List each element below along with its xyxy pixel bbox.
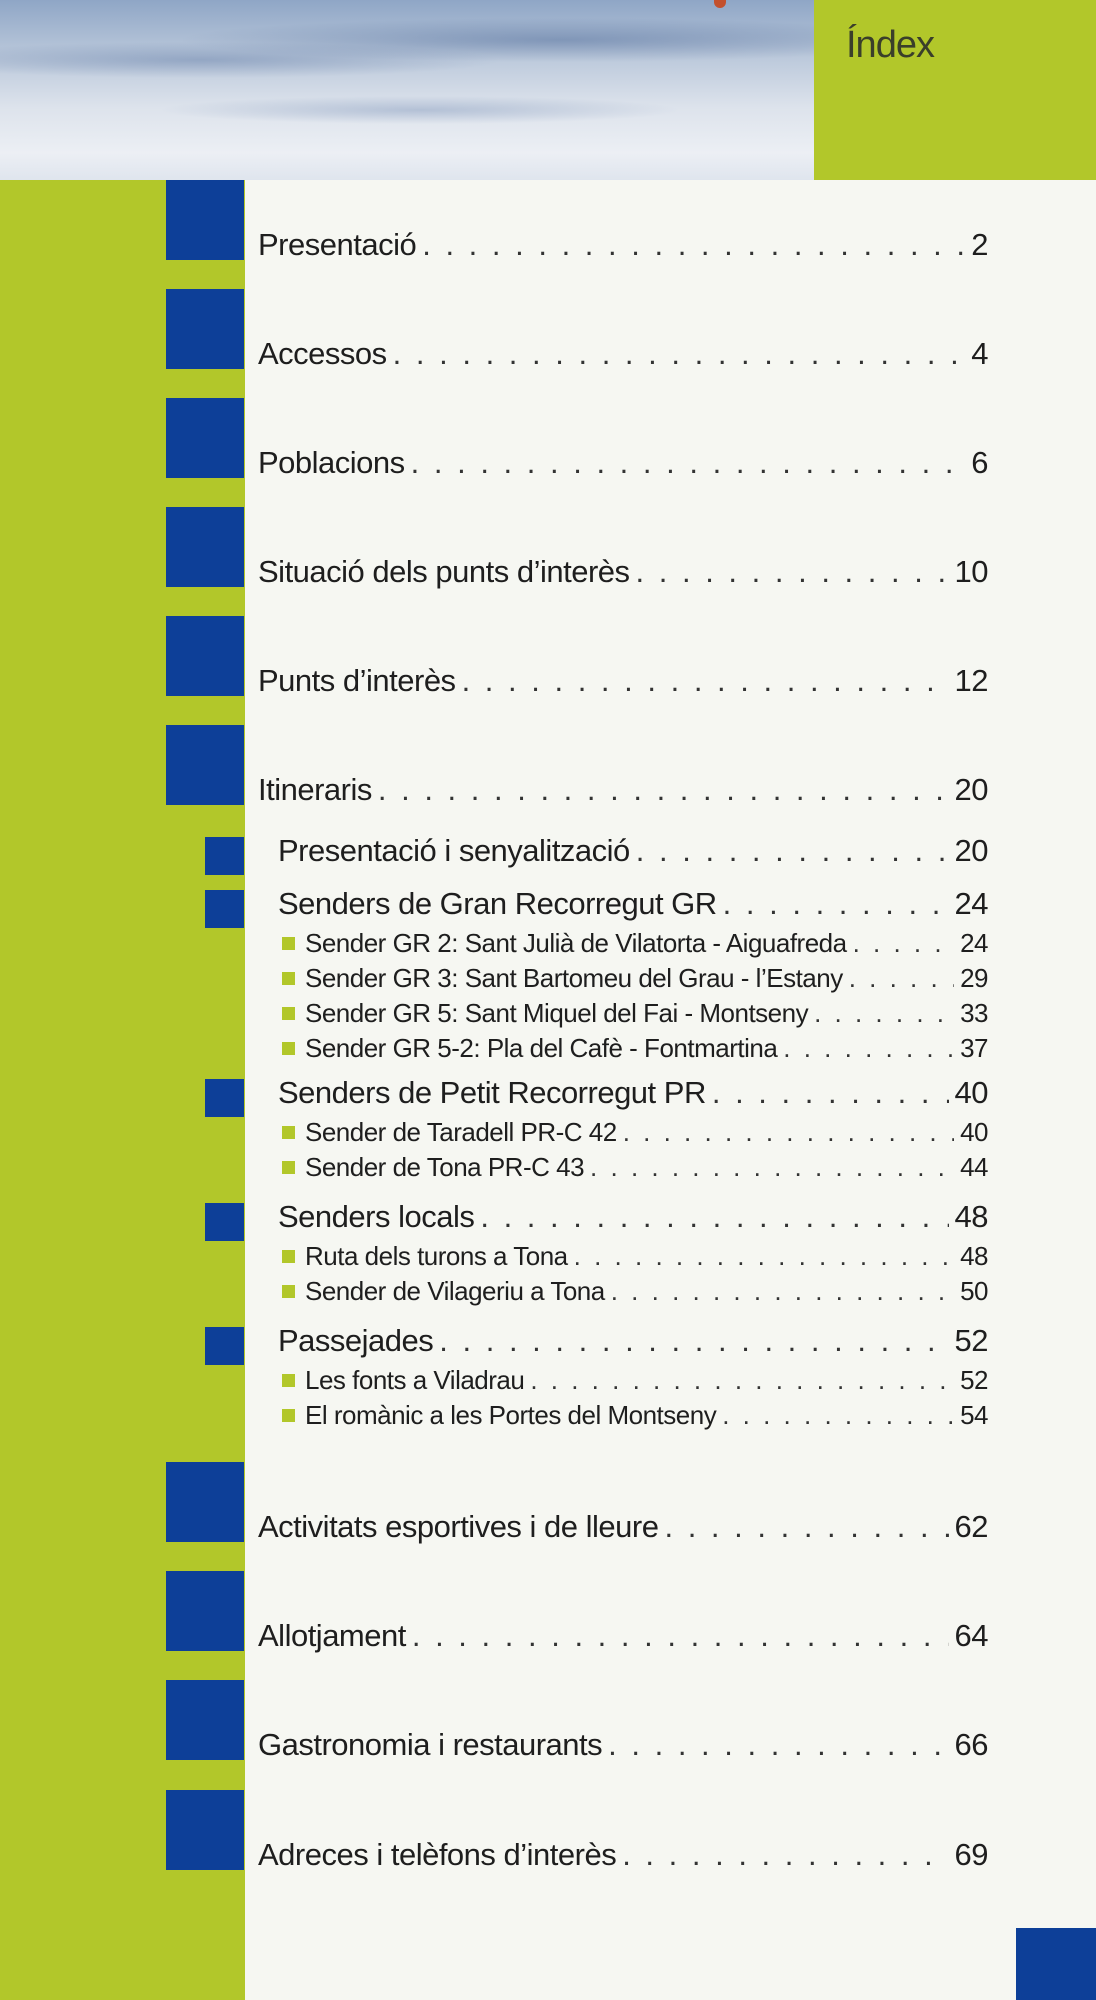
dot-leader bbox=[411, 445, 966, 481]
toc-entry-page: 52 bbox=[960, 1365, 988, 1395]
section-marker-block bbox=[166, 398, 244, 478]
bullet-square-icon bbox=[282, 1409, 295, 1422]
toc-entry[interactable] bbox=[282, 1400, 988, 1431]
dot-leader bbox=[611, 1276, 954, 1307]
dot-leader bbox=[590, 1152, 954, 1183]
toc-entry-label: Itineraris bbox=[258, 772, 372, 807]
toc-entry-label: Poblacions bbox=[258, 445, 405, 480]
dot-leader bbox=[814, 998, 954, 1029]
toc-entry-label: Presentació i senyalització bbox=[278, 833, 630, 868]
toc-entry[interactable] bbox=[258, 227, 988, 263]
toc-entry[interactable] bbox=[278, 1075, 988, 1111]
toc-entry-page: 29 bbox=[960, 963, 988, 993]
toc-entry-page: 44 bbox=[960, 1152, 988, 1182]
dot-leader bbox=[849, 963, 954, 994]
toc-entry-label: Activitats esportives i de lleure bbox=[258, 1509, 659, 1544]
toc-entry-page: 69 bbox=[954, 1837, 988, 1872]
section-marker-block bbox=[166, 180, 244, 260]
toc-entry-label: Sender GR 3: Sant Bartomeu del Grau - l’Estany bbox=[305, 963, 843, 993]
toc-entry-label: Sender de Tona PR-C 43 bbox=[305, 1152, 585, 1182]
dot-leader bbox=[439, 1323, 948, 1359]
toc-entry-page: 52 bbox=[954, 1323, 988, 1358]
toc-entry-page: 50 bbox=[960, 1276, 988, 1306]
section-marker-block bbox=[166, 616, 244, 696]
bullet-square-icon bbox=[282, 937, 295, 950]
section-marker-block bbox=[205, 890, 244, 928]
dot-leader bbox=[664, 1509, 948, 1545]
toc-entry-page: 48 bbox=[960, 1241, 988, 1271]
bullet-square-icon bbox=[282, 1161, 295, 1174]
toc-entry-page: 20 bbox=[954, 833, 988, 868]
toc-entry-label: Punts d’interès bbox=[258, 663, 456, 698]
dot-leader bbox=[723, 886, 949, 922]
bullet-square-icon bbox=[282, 1126, 295, 1139]
toc-entry-label: Les fonts a Viladrau bbox=[305, 1365, 525, 1395]
toc-entry[interactable] bbox=[258, 336, 988, 372]
toc-entry-page: 20 bbox=[954, 772, 988, 807]
dot-leader bbox=[393, 336, 966, 372]
toc-entry[interactable] bbox=[278, 1323, 988, 1359]
dot-leader bbox=[608, 1727, 948, 1763]
section-marker-block bbox=[166, 289, 244, 369]
toc-entry-label: Sender GR 5-2: Pla del Cafè - Fontmartina bbox=[305, 1033, 778, 1063]
section-marker-block bbox=[166, 725, 244, 805]
section-marker-block bbox=[205, 837, 244, 875]
toc-entry[interactable] bbox=[282, 998, 988, 1029]
toc-entry[interactable] bbox=[258, 663, 988, 699]
toc-entry[interactable] bbox=[278, 886, 988, 922]
dot-leader bbox=[412, 1618, 949, 1654]
toc-entry-label: Presentació bbox=[258, 227, 417, 262]
toc-entry-page: 54 bbox=[960, 1400, 988, 1430]
toc-entry-page: 10 bbox=[954, 554, 988, 589]
toc-entry-page: 6 bbox=[971, 445, 988, 480]
toc-entry[interactable] bbox=[282, 1276, 988, 1307]
bullet-square-icon bbox=[282, 1285, 295, 1298]
dot-leader bbox=[462, 663, 949, 699]
toc-entry-page: 24 bbox=[960, 928, 988, 958]
dot-leader bbox=[378, 772, 949, 808]
section-marker-block bbox=[166, 507, 244, 587]
toc-entry[interactable] bbox=[258, 1618, 988, 1654]
dot-leader bbox=[853, 928, 954, 959]
dot-leader bbox=[480, 1199, 948, 1235]
toc-entry[interactable] bbox=[258, 772, 988, 808]
toc-entry-label: Sender GR 5: Sant Miquel del Fai - Montseny bbox=[305, 998, 809, 1028]
toc-entry-label: Senders locals bbox=[278, 1199, 475, 1234]
toc-entry-page: 12 bbox=[954, 663, 988, 698]
dot-leader bbox=[422, 227, 965, 263]
toc-entry-page: 33 bbox=[960, 998, 988, 1028]
toc-entry-page: 64 bbox=[954, 1618, 988, 1653]
toc-entry-label: Sender GR 2: Sant Julià de Vilatorta - Aiguafreda bbox=[305, 928, 847, 958]
toc-entry[interactable] bbox=[258, 445, 988, 481]
section-marker-block bbox=[205, 1079, 244, 1117]
dot-leader bbox=[530, 1365, 954, 1396]
toc-entry-label: Allotjament bbox=[258, 1618, 406, 1653]
toc-entry-label: Sender de Vilageriu a Tona bbox=[305, 1276, 605, 1306]
section-marker-block bbox=[166, 1790, 244, 1870]
dot-leader bbox=[636, 833, 949, 869]
toc-entry[interactable] bbox=[258, 1837, 988, 1873]
toc-entry-label: Senders de Gran Recorregut GR bbox=[278, 886, 717, 921]
bullet-square-icon bbox=[282, 1042, 295, 1055]
toc-entry-page: 66 bbox=[954, 1727, 988, 1762]
section-marker-block bbox=[166, 1462, 244, 1542]
dot-leader bbox=[623, 1117, 954, 1148]
toc-entry-page: 24 bbox=[954, 886, 988, 921]
section-marker-block bbox=[205, 1203, 244, 1241]
toc-entry[interactable] bbox=[278, 1199, 988, 1235]
toc-entry-page: 4 bbox=[971, 336, 988, 371]
toc-entry-label: Ruta dels turons a Tona bbox=[305, 1241, 568, 1271]
page-title: Índex bbox=[846, 24, 934, 66]
bullet-square-icon bbox=[282, 1374, 295, 1387]
section-marker-block bbox=[166, 1571, 244, 1651]
toc-entry[interactable] bbox=[282, 1117, 988, 1148]
toc-entry[interactable] bbox=[258, 1727, 988, 1763]
dot-leader bbox=[712, 1075, 949, 1111]
dot-leader bbox=[783, 1033, 954, 1064]
toc-entry-label: Sender de Taradell PR-C 42 bbox=[305, 1117, 617, 1147]
bullet-square-icon bbox=[282, 1007, 295, 1020]
toc-entry[interactable] bbox=[258, 554, 988, 590]
toc-entry[interactable] bbox=[282, 1365, 988, 1396]
toc-entry-label: Senders de Petit Recorregut PR bbox=[278, 1075, 706, 1110]
toc-entry-page: 40 bbox=[954, 1075, 988, 1110]
dot-leader bbox=[722, 1400, 954, 1431]
toc-entry-page: 40 bbox=[960, 1117, 988, 1147]
toc-entry[interactable] bbox=[258, 1509, 988, 1545]
toc-entry[interactable] bbox=[282, 1152, 988, 1183]
toc-entry[interactable] bbox=[282, 1241, 988, 1272]
toc-entry-page: 2 bbox=[971, 227, 988, 262]
bullet-square-icon bbox=[282, 1250, 295, 1263]
toc-entry-label: Passejades bbox=[278, 1323, 434, 1358]
dot-leader bbox=[574, 1241, 954, 1272]
section-marker-block bbox=[166, 1680, 244, 1760]
toc-entry-label: Situació dels punts d’interès bbox=[258, 554, 630, 589]
toc-entry[interactable] bbox=[278, 833, 988, 869]
section-marker-block bbox=[205, 1327, 244, 1365]
dot-leader bbox=[622, 1837, 948, 1873]
toc-entry-page: 62 bbox=[954, 1509, 988, 1544]
toc-entry-label: Gastronomia i restaurants bbox=[258, 1727, 603, 1762]
toc-entry-label: El romànic a les Portes del Montseny bbox=[305, 1400, 717, 1430]
toc-entry-label: Accessos bbox=[258, 336, 387, 371]
toc-entry-page: 48 bbox=[954, 1199, 988, 1234]
toc-entry[interactable] bbox=[282, 963, 988, 994]
toc-entry-label: Adreces i telèfons d’interès bbox=[258, 1837, 617, 1872]
toc-entry-page: 37 bbox=[960, 1033, 988, 1063]
dot-leader bbox=[636, 554, 949, 590]
toc-entry[interactable] bbox=[282, 928, 988, 959]
toc-entry[interactable] bbox=[282, 1033, 988, 1064]
bullet-square-icon bbox=[282, 972, 295, 985]
